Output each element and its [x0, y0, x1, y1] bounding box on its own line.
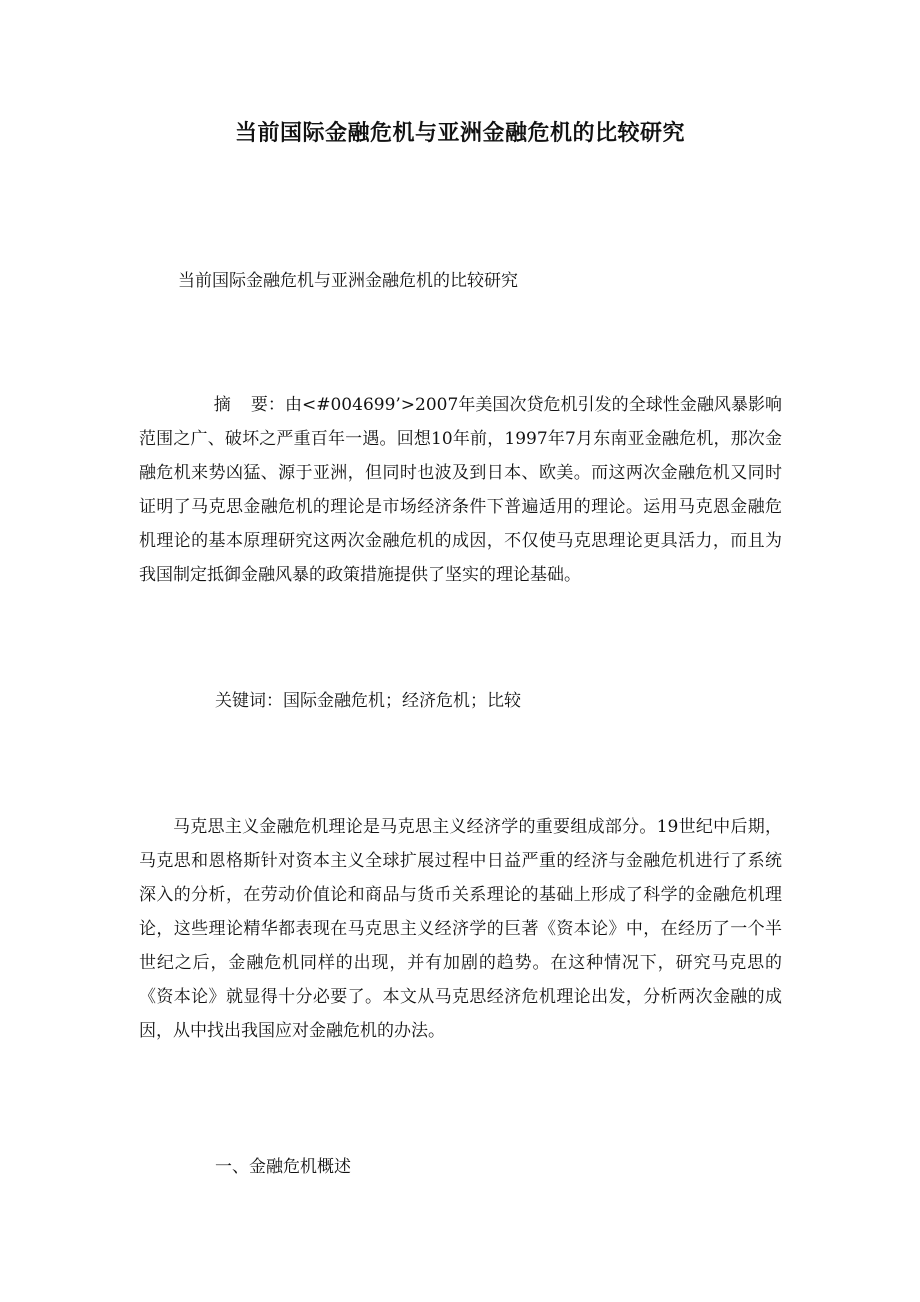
abstract-label-char1: 摘 — [213, 395, 231, 415]
abstract-paragraph — [139, 388, 782, 592]
abstract-label-char2: 要： — [250, 395, 285, 415]
abstract-text: 由<#004699’>2007年美国次贷危机引发的全球性金融风暴影响范围之广、破坏之严重百年一遇。回想10年前，1997年7月东南亚金融危机，那次金融危机来势凶猛、源于亚洲，但同时也波及到日本、欧美。而这两次金融危机又同时证明了马克思金融危机的理论是市场经济条件下普遍适用的理论。运用马克恩金融危机理论的基本原理研究这两次金融危机的成因，不仅使马克思理论更具活力，而且为我国制定抵御金融风暴的政策措施提供了坚实的理论基础。 — [139, 395, 783, 585]
keywords-line: 关键词：国际金融危机；经济危机；比较 — [215, 691, 521, 711]
section-heading: 一、金融危机概述 — [215, 1157, 351, 1177]
document-subtitle: 当前国际金融危机与亚洲金融危机的比较研究 — [178, 271, 518, 291]
body-paragraph: 马克思主义金融危机理论是马克思主义经济学的重要组成部分。19世纪中后期，马克思和恩格斯针对资本主义全球扩展过程中日益严重的经济与金融危机进行了系统深入的分析，在劳动价值论和商品与货币关系理论的基础上形成了科学的金融危机理论，这些理论精华都表现在马克思主义经济学的巨著《资本论》中，在经历了一个半世纪之后，金融危机同样的出现，并有加剧的趋势。在这种情况下，研究马克思的《资本论》就显得十分必要了。本文从马克思经济危机理论出发，分析两次金融的成因，从中找出我国应对金融危机的办法。 — [139, 817, 782, 1041]
document-title: 当前国际金融危机与亚洲金融危机的比较研究 — [234, 120, 685, 146]
